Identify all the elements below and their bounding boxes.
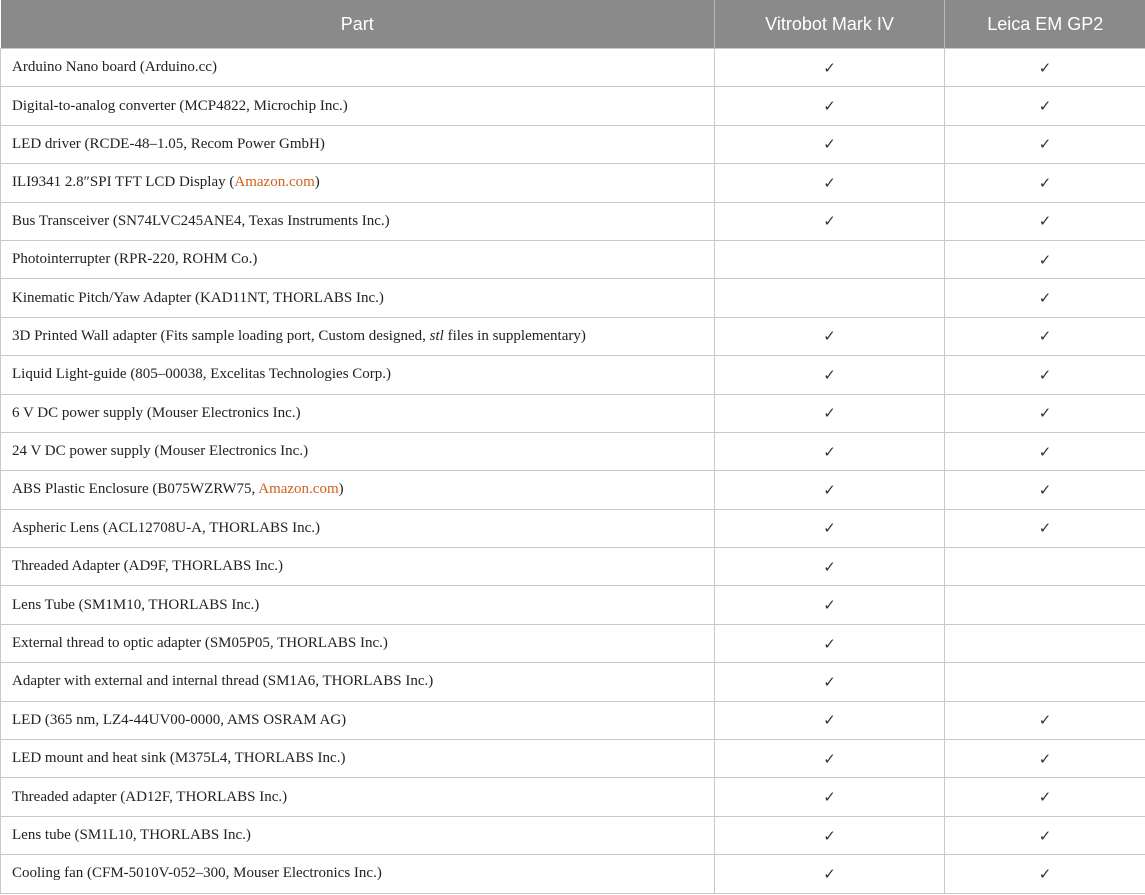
leica-check-icon: ✓ — [945, 164, 1145, 202]
vitrobot-check-icon: ✓ — [715, 548, 945, 586]
part-text: ILI9341 2.8″SPI TFT LCD Display ( — [12, 174, 235, 191]
leica-check-icon — [945, 548, 1145, 586]
vitrobot-check-icon: ✓ — [715, 855, 945, 893]
part-text: ) — [338, 481, 344, 498]
table-row — [1, 202, 1145, 240]
part-cell: 24 V DC power supply (Mouser Electronics Inc.) — [1, 432, 715, 470]
part-cell: 6 V DC power supply (Mouser Electronics Inc.) — [1, 394, 715, 432]
part-cell: Cooling fan (CFM-5010V-052–300, Mouser Electronics Inc.) — [1, 855, 715, 893]
leica-check-icon: ✓ — [945, 432, 1145, 470]
part-cell: LED mount and heat sink (M375L4, THORLABS Inc.) — [1, 740, 715, 778]
table-row — [1, 279, 1145, 317]
vitrobot-check-icon: ✓ — [715, 663, 945, 701]
header-part: Part — [1, 0, 715, 49]
table-row — [1, 586, 1145, 624]
vitrobot-check-icon — [715, 240, 945, 278]
vitrobot-check-icon: ✓ — [715, 701, 945, 739]
part-cell: Aspheric Lens (ACL12708U-A, THORLABS Inc.) — [1, 509, 715, 547]
amazon-link[interactable]: Amazon.com — [234, 174, 315, 191]
leica-check-icon: ✓ — [945, 701, 1145, 739]
part-cell — [1, 317, 715, 355]
part-cell: Photointerrupter (RPR-220, ROHM Co.) — [1, 240, 715, 278]
part-italic-text: stl — [429, 327, 444, 344]
leica-check-icon: ✓ — [945, 279, 1145, 317]
part-cell: Lens tube (SM1L10, THORLABS Inc.) — [1, 816, 715, 854]
table-row — [1, 125, 1145, 163]
vitrobot-check-icon: ✓ — [715, 49, 945, 87]
table-row — [1, 317, 1145, 355]
part-cell: LED (365 nm, LZ4-44UV00-0000, AMS OSRAM AG) — [1, 701, 715, 739]
table-row — [1, 624, 1145, 662]
part-cell: LED driver (RCDE-48–1.05, Recom Power GmbH) — [1, 125, 715, 163]
header-leica: Leica EM GP2 — [945, 0, 1145, 49]
part-cell: External thread to optic adapter (SM05P05, THORLABS Inc.) — [1, 624, 715, 662]
leica-check-icon: ✓ — [945, 778, 1145, 816]
part-cell — [1, 471, 715, 509]
leica-check-icon — [945, 586, 1145, 624]
part-text: files in supplementary) — [443, 327, 586, 344]
part-text: ABS Plastic Enclosure (B075WZRW75, — [12, 481, 259, 498]
table-row — [1, 240, 1145, 278]
vitrobot-check-icon: ✓ — [715, 586, 945, 624]
part-cell: Adapter with external and internal thread (SM1A6, THORLABS Inc.) — [1, 663, 715, 701]
vitrobot-check-icon: ✓ — [715, 394, 945, 432]
vitrobot-check-icon: ✓ — [715, 816, 945, 854]
vitrobot-check-icon: ✓ — [715, 317, 945, 355]
leica-check-icon: ✓ — [945, 509, 1145, 547]
vitrobot-check-icon: ✓ — [715, 778, 945, 816]
table-row — [1, 164, 1145, 202]
header-row — [1, 0, 1145, 49]
vitrobot-check-icon: ✓ — [715, 202, 945, 240]
table-row — [1, 855, 1145, 893]
leica-check-icon: ✓ — [945, 356, 1145, 394]
leica-check-icon: ✓ — [945, 49, 1145, 87]
leica-check-icon: ✓ — [945, 240, 1145, 278]
table-row — [1, 49, 1145, 87]
leica-check-icon: ✓ — [945, 740, 1145, 778]
table-row — [1, 356, 1145, 394]
part-cell: Digital-to-analog converter (MCP4822, Microchip Inc.) — [1, 87, 715, 125]
leica-check-icon: ✓ — [945, 855, 1145, 893]
vitrobot-check-icon: ✓ — [715, 624, 945, 662]
vitrobot-check-icon: ✓ — [715, 87, 945, 125]
part-cell — [1, 164, 715, 202]
part-cell: Lens Tube (SM1M10, THORLABS Inc.) — [1, 586, 715, 624]
leica-check-icon: ✓ — [945, 394, 1145, 432]
part-cell: Kinematic Pitch/Yaw Adapter (KAD11NT, THORLABS Inc.) — [1, 279, 715, 317]
leica-check-icon: ✓ — [945, 202, 1145, 240]
vitrobot-check-icon — [715, 279, 945, 317]
table-row — [1, 432, 1145, 470]
table-row — [1, 471, 1145, 509]
leica-check-icon: ✓ — [945, 317, 1145, 355]
part-cell: Threaded adapter (AD12F, THORLABS Inc.) — [1, 778, 715, 816]
vitrobot-check-icon: ✓ — [715, 432, 945, 470]
part-cell: Arduino Nano board (Arduino.cc) — [1, 49, 715, 87]
leica-check-icon: ✓ — [945, 816, 1145, 854]
vitrobot-check-icon: ✓ — [715, 164, 945, 202]
vitrobot-check-icon: ✓ — [715, 125, 945, 163]
part-cell: Bus Transceiver (SN74LVC245ANE4, Texas Instruments Inc.) — [1, 202, 715, 240]
table-row — [1, 509, 1145, 547]
table-row — [1, 548, 1145, 586]
part-text: ) — [314, 174, 320, 191]
part-cell: Threaded Adapter (AD9F, THORLABS Inc.) — [1, 548, 715, 586]
table-body — [1, 49, 1145, 894]
vitrobot-check-icon: ✓ — [715, 471, 945, 509]
part-text: 3D Printed Wall adapter (Fits sample loading port, Custom designed, — [12, 327, 430, 344]
leica-check-icon — [945, 624, 1145, 662]
leica-check-icon — [945, 663, 1145, 701]
part-cell: Liquid Light-guide (805–00038, Excelitas Technologies Corp.) — [1, 356, 715, 394]
vitrobot-check-icon: ✓ — [715, 740, 945, 778]
leica-check-icon: ✓ — [945, 471, 1145, 509]
amazon-link[interactable]: Amazon.com — [258, 481, 339, 498]
table-row — [1, 394, 1145, 432]
vitrobot-check-icon: ✓ — [715, 356, 945, 394]
table-row — [1, 701, 1145, 739]
leica-check-icon: ✓ — [945, 87, 1145, 125]
table-row — [1, 778, 1145, 816]
table-row — [1, 87, 1145, 125]
table-row — [1, 740, 1145, 778]
table-row — [1, 663, 1145, 701]
vitrobot-check-icon: ✓ — [715, 509, 945, 547]
leica-check-icon: ✓ — [945, 125, 1145, 163]
header-vitrobot: Vitrobot Mark IV — [715, 0, 945, 49]
table-row — [1, 816, 1145, 854]
